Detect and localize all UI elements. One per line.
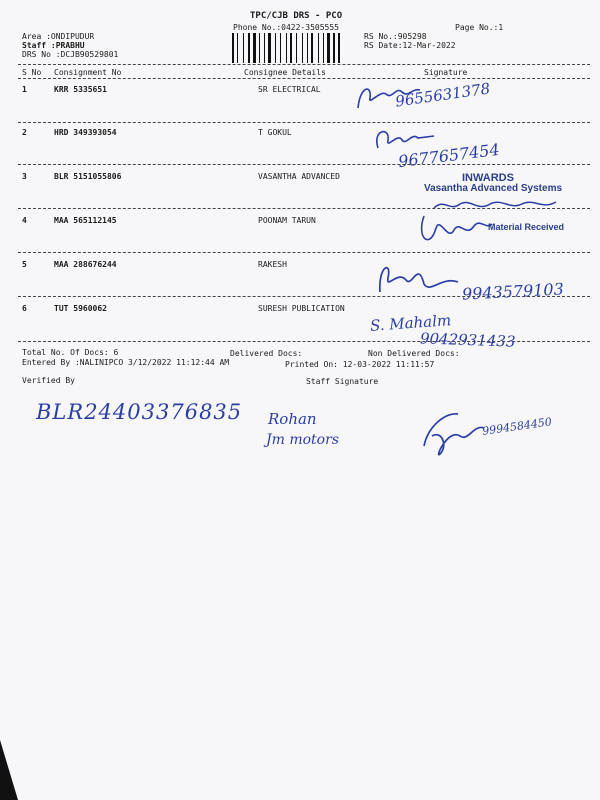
- handwritten-phone: 9655631378: [394, 79, 492, 111]
- barcode-bar: [248, 33, 250, 63]
- delivered-docs: Delivered Docs:: [230, 349, 303, 358]
- handwritten-code: BLR24403376835: [36, 400, 243, 424]
- handwritten-name: S. Mahalm: [369, 311, 452, 335]
- document-title: TPC/CJB DRS - PCO: [250, 11, 343, 21]
- divider: [18, 122, 590, 123]
- barcode-bar: [268, 33, 271, 63]
- barcode-bar: [290, 33, 292, 63]
- col-signature: Signature: [424, 68, 468, 77]
- divider: [18, 64, 590, 65]
- barcode-bar: [243, 33, 244, 63]
- row-consignment: MAA 565112145: [54, 216, 117, 225]
- row-sno: 6: [22, 304, 27, 313]
- col-consignment: Consignment No: [54, 68, 122, 77]
- rs-date: RS Date:12-Mar-2022: [364, 41, 456, 50]
- row-consignee: SURESH PUBLICATION: [258, 304, 345, 313]
- barcode-bar: [318, 33, 319, 63]
- row-sno: 4: [22, 216, 27, 225]
- divider: [18, 164, 590, 165]
- stamp-company: Vasantha Advanced Systems: [424, 183, 563, 194]
- phone-number: Phone No.:0422-3505555: [233, 23, 339, 32]
- barcode-bar: [264, 33, 265, 63]
- row-consignee: POONAM TARUN: [258, 216, 316, 225]
- signature-scribble: [414, 208, 494, 254]
- row-consignee: SR ELECTRICAL: [258, 85, 321, 94]
- barcode-bar: [280, 33, 281, 63]
- row-sno: 2: [22, 128, 27, 137]
- row-sno: 3: [22, 172, 27, 181]
- barcode-bar: [237, 33, 238, 63]
- barcode-bar: [275, 33, 276, 63]
- stamp-material: Material Received: [488, 222, 565, 232]
- barcode-bar: [307, 33, 308, 63]
- row-consignee: T GOKUL: [258, 128, 292, 137]
- handwritten-phone: 9943579103: [461, 279, 565, 304]
- barcode-bar: [327, 33, 330, 63]
- staff-signature-label: Staff Signature: [306, 377, 379, 386]
- barcode-bar: [323, 33, 324, 63]
- row-sno: 5: [22, 260, 27, 269]
- signature-scribble: [372, 256, 462, 300]
- barcode-bar: [296, 33, 297, 63]
- col-consignee: Consignee Details: [244, 68, 326, 77]
- barcode-bar: [259, 33, 260, 63]
- barcode: [232, 33, 356, 63]
- row-consignee: VASANTHA ADVANCED: [258, 172, 340, 181]
- barcode-bar: [286, 33, 287, 63]
- scan-shadow: [0, 740, 18, 800]
- stamp-inwards: INWARDS: [462, 172, 514, 184]
- barcode-bar: [302, 33, 303, 63]
- col-sno: S No: [22, 68, 42, 77]
- barcode-bar: [333, 33, 335, 63]
- handwritten-name: Rohan: [268, 410, 317, 428]
- divider: [18, 78, 590, 79]
- row-consignment: HRD 349393054: [54, 128, 117, 137]
- handwritten-name: Jm motors: [266, 432, 339, 448]
- area-label: Area :ONDIPUDUR: [22, 32, 95, 41]
- row-consignment: BLR 5151055806: [54, 172, 122, 181]
- row-consignment: MAA 288676244: [54, 260, 117, 269]
- row-consignment: TUT 5960062: [54, 304, 107, 313]
- handwritten-phone: 9677657454: [397, 139, 501, 172]
- divider: [18, 252, 590, 253]
- barcode-bar: [311, 33, 313, 63]
- row-consignee: RAKESH: [258, 260, 287, 269]
- drs-number: DRS No :DCJB90529801: [22, 50, 119, 59]
- rs-number: RS No.:905298: [364, 32, 427, 41]
- row-sno: 1: [22, 85, 27, 94]
- handwritten-phone: 9994584450: [481, 415, 553, 438]
- handwritten-phone: 9042931433: [419, 329, 516, 351]
- total-docs: Total No. Of Docs: 6: [22, 348, 119, 357]
- page-number: Page No.:1: [455, 23, 504, 32]
- non-delivered-docs: Non Delivered Docs:: [368, 349, 460, 358]
- staff-label: Staff :PRABHU: [22, 41, 85, 50]
- barcode-bar: [338, 33, 340, 63]
- entered-by: Entered By :NALINIPCO 3/12/2022 11:12:44 AM: [22, 358, 230, 367]
- printed-on: Printed On: 12-03-2022 11:11:57: [285, 360, 435, 369]
- barcode-bar: [232, 33, 234, 63]
- verified-by: Verified By: [22, 376, 75, 385]
- staff-signature-scribble: [418, 406, 488, 458]
- barcode-bar: [253, 33, 256, 63]
- row-consignment: KRR 5335651: [54, 85, 107, 94]
